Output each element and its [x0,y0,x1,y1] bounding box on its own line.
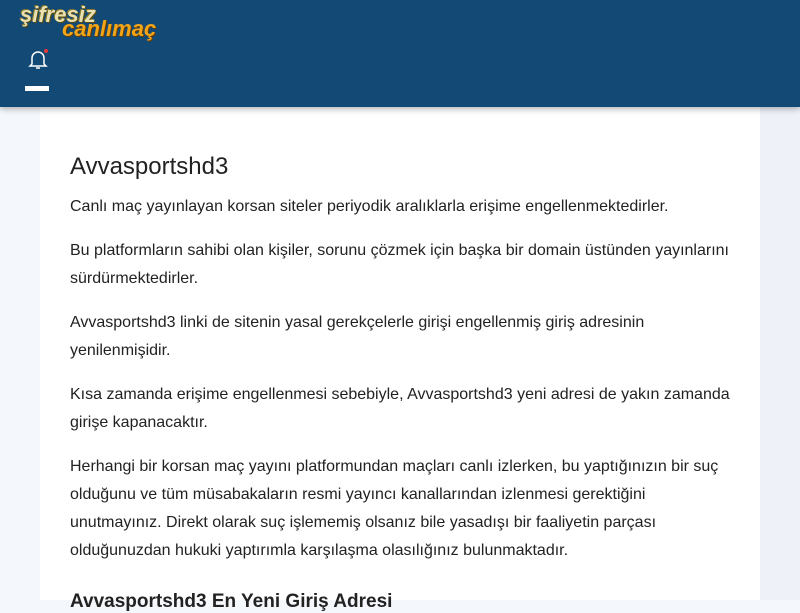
logo-text-line2: canlımaç [62,16,157,41]
article-paragraph: Kısa zamanda erişime engellenmesi sebebiyle, Avvasportshd3 yeni adresi de yakın zamanda girişe kapanacaktır. [70,386,730,431]
article-subheading: Avvasportshd3 En Yeni Giriş Adresi [70,591,393,612]
article-paragraph: Avvasportshd3 linki de sitenin yasal gerekçelerle girişi engellenmiş giriş adresinin yenilenmişidir. [70,314,645,359]
article-card [40,107,760,612]
site-header [0,0,800,107]
page-side-background [760,107,800,600]
article-paragraph: Canlı maç yayınlayan korsan siteler periyodik aralıklarla erişime engellenmektedirler. [70,198,669,215]
notification-bell-icon[interactable] [28,49,48,71]
article-title: Avvasportshd3 [70,153,229,180]
article-paragraph: Herhangi bir korsan maç yayını platformundan maçları canlı izlerken, bu yaptığınızın bir suç olduğunu ve tüm müsabakaların resmi yayıncı kanallarından izlenmesi gerektiğini unutmayınız. Direkt olarak suç işlememiş olsanız bile yasadışı bir faaliyetin parçası olduğunuzdan hukuki yaptırımla karşılaşma olasılığınız bulunmaktadır. [70,458,719,559]
site-logo[interactable] [20,2,170,42]
logo-text-line1: şifresiz [20,2,96,27]
menu-toggle-button[interactable] [25,86,49,91]
article-paragraph: Bu platformların sahibi olan kişiler, sorunu çözmek için başka bir domain üstünden yayınlarını sürdürmektedirler. [70,242,729,287]
